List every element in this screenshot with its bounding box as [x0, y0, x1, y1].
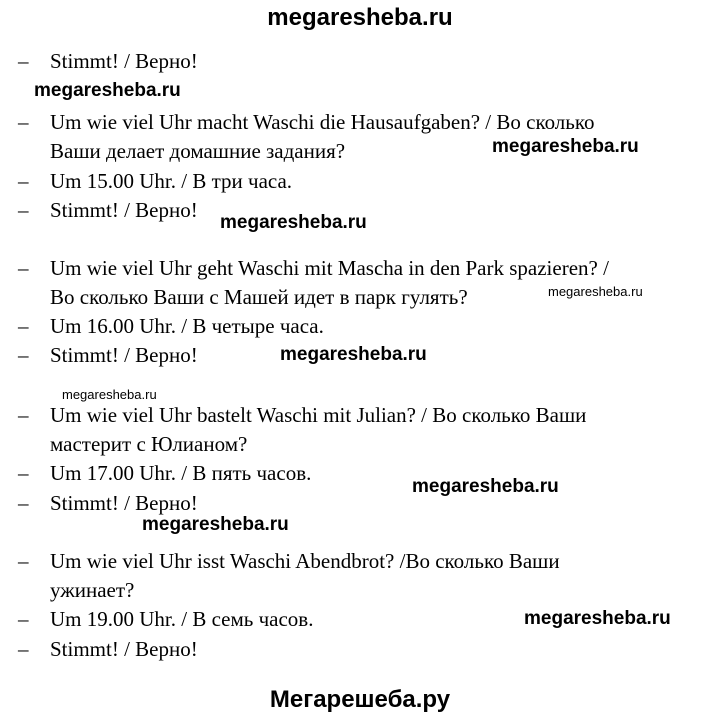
dash: –: [18, 549, 29, 573]
dash: –: [18, 637, 29, 661]
list-item: – Um 16.00 Uhr. / В четыре часа.: [18, 311, 718, 341]
list-item: – Um wie viel Uhr geht Waschi mit Mascha in den Park spazieren? /: [18, 253, 718, 283]
list-item: – Um 17.00 Uhr. / В пять часов.: [18, 458, 718, 488]
list-item: – Stimmt! / Верно!: [18, 634, 718, 664]
list-item-continuation: Ваши делает домашние задания?: [50, 139, 346, 163]
watermark: megaresheba.ru: [492, 136, 639, 157]
dash: –: [18, 314, 29, 338]
dash: –: [18, 491, 29, 515]
list-item: – Um 15.00 Uhr. / В три часа.: [18, 166, 718, 196]
list-item-continuation: ужинает?: [50, 578, 135, 602]
watermark: megaresheba.ru: [412, 476, 559, 497]
list-item: – Um wie viel Uhr bastelt Waschi mit Julian? / Во сколько Ваши: [18, 400, 718, 430]
page-header: megaresheba.ru: [267, 4, 453, 31]
list-item-continuation: Во сколько Ваши с Машей идет в парк гулять?: [50, 285, 468, 309]
list-item: – Um wie viel Uhr isst Waschi Abendbrot? /Во сколько Ваши: [18, 546, 718, 576]
dash: –: [18, 343, 29, 367]
dash: –: [18, 461, 29, 485]
dash: –: [18, 607, 29, 631]
list-item: – Um 19.00 Uhr. / В семь часов.: [18, 604, 718, 634]
watermark: megaresheba.ru: [34, 80, 181, 101]
watermark: megaresheba.ru: [142, 514, 289, 535]
list-item: – Stimmt! / Верно!: [18, 340, 718, 370]
list-item: – Stimmt! / Верно!: [18, 195, 718, 225]
watermark: megaresheba.ru: [62, 387, 157, 402]
dash: –: [18, 169, 29, 193]
list-item-continuation: мастерит с Юлианом?: [50, 432, 248, 456]
watermark: megaresheba.ru: [280, 344, 427, 365]
dash: –: [18, 110, 29, 134]
dash: –: [18, 49, 29, 73]
watermark: megaresheba.ru: [548, 284, 643, 299]
list-item: – Um wie viel Uhr macht Waschi die Hausaufgaben? / Во сколько: [18, 107, 718, 137]
watermark: megaresheba.ru: [220, 212, 367, 233]
dash: –: [18, 198, 29, 222]
dash: –: [18, 256, 29, 280]
list-item: – Stimmt! / Верно!: [18, 488, 718, 518]
watermark: megaresheba.ru: [524, 608, 671, 629]
list-item: – Stimmt! / Верно!: [18, 46, 718, 76]
page-footer: Мегарешеба.ру: [269, 686, 451, 713]
dash: –: [18, 403, 29, 427]
